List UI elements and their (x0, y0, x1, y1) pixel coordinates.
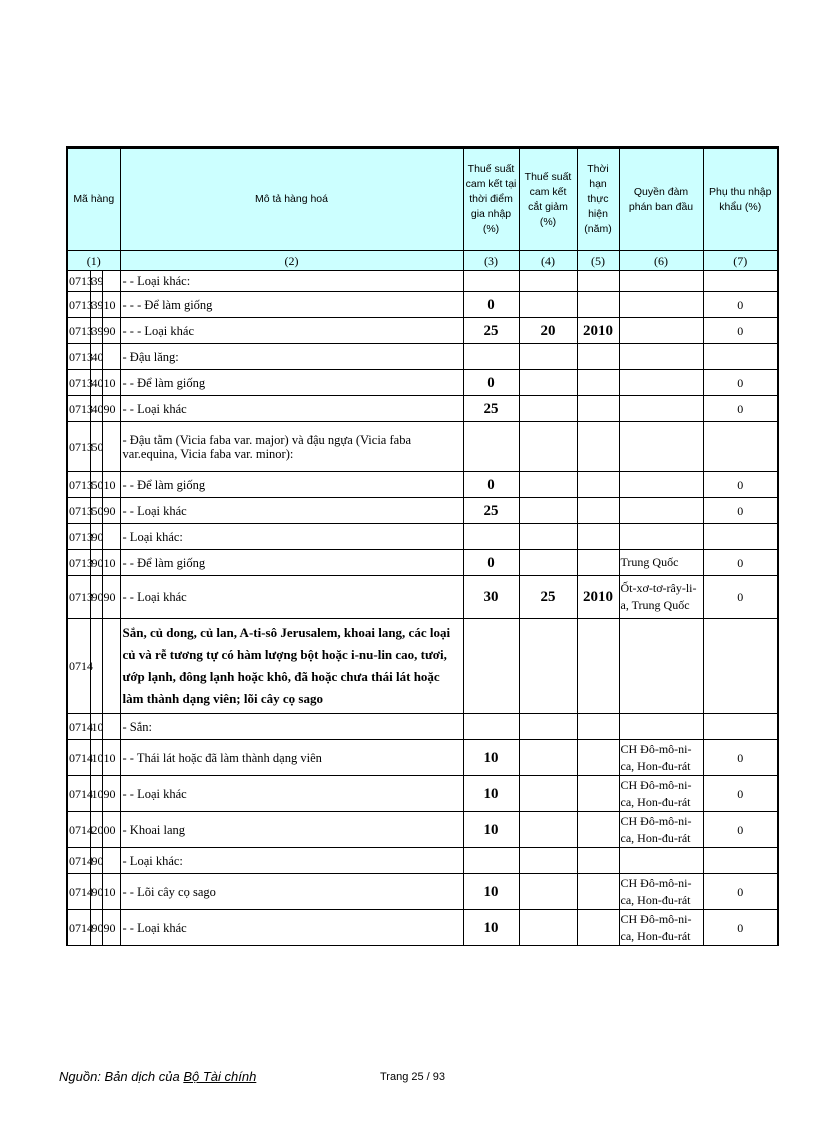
description-cell: - Đậu tằm (Vicia faba var. major) và đậu ngựa (Vicia faba var.equina, Vicia faba var. minor): (120, 422, 463, 472)
hs-heading-cell: 40 (90, 396, 102, 422)
negotiating-right-cell (619, 370, 703, 396)
hs-heading-cell: 50 (90, 498, 102, 524)
hs-heading-cell: 90 (90, 576, 102, 619)
description-cell: - - Để làm giống (120, 370, 463, 396)
col-num-4: (4) (519, 251, 577, 271)
col-num-6: (6) (619, 251, 703, 271)
accession-rate-cell: 25 (463, 318, 519, 344)
hs-subheading-cell (102, 524, 120, 550)
hs-heading-cell: 90 (90, 848, 102, 874)
implementation-year-cell (577, 396, 619, 422)
header-negotiating-right: Quyền đàm phán ban đầu (619, 148, 703, 251)
hs-heading-cell: 39 (90, 318, 102, 344)
table-row (67, 422, 778, 472)
surcharge-cell: 0 (703, 550, 778, 576)
final-rate-cell (519, 271, 577, 292)
negotiating-right-cell (619, 619, 703, 714)
final-rate-cell (519, 848, 577, 874)
table-row (67, 370, 778, 396)
hs-subheading-cell: 90 (102, 776, 120, 812)
surcharge-cell: 0 (703, 498, 778, 524)
implementation-year-cell (577, 740, 619, 776)
tariff-table (66, 146, 779, 946)
accession-rate-cell: 10 (463, 910, 519, 946)
description-cell: - - Loại khác: (120, 271, 463, 292)
hs-chapter-cell: 0713 (67, 524, 90, 550)
description-cell: - - Loại khác (120, 498, 463, 524)
implementation-year-cell (577, 812, 619, 848)
implementation-year-cell (577, 422, 619, 472)
final-rate-cell: 20 (519, 318, 577, 344)
hs-chapter-cell: 0714 (67, 812, 90, 848)
implementation-year-cell (577, 370, 619, 396)
accession-rate-cell (463, 524, 519, 550)
negotiating-right-cell (619, 271, 703, 292)
col-num-7: (7) (703, 251, 778, 271)
hs-chapter-cell: 0714 (67, 714, 90, 740)
negotiating-right-cell (619, 422, 703, 472)
hs-subheading-cell: 90 (102, 318, 120, 344)
description-cell: - Đậu lăng: (120, 344, 463, 370)
col-num-2: (2) (120, 251, 463, 271)
accession-rate-cell: 0 (463, 370, 519, 396)
implementation-year-cell (577, 910, 619, 946)
description-cell: - Loại khác: (120, 848, 463, 874)
hs-subheading-cell: 10 (102, 292, 120, 318)
final-rate-cell (519, 910, 577, 946)
negotiating-right-cell: CH Đô-mô-ni-ca, Hon-đu-rát (619, 812, 703, 848)
hs-chapter-cell: 0713 (67, 370, 90, 396)
description-cell: - - - Để làm giống (120, 292, 463, 318)
surcharge-cell (703, 848, 778, 874)
negotiating-right-cell: CH Đô-mô-ni-ca, Hon-đu-rát (619, 910, 703, 946)
hs-chapter-cell: 0713 (67, 292, 90, 318)
hs-chapter-cell: 0714 (67, 848, 90, 874)
table-row (67, 576, 778, 619)
surcharge-cell (703, 714, 778, 740)
table-row (67, 396, 778, 422)
table-row (67, 271, 778, 292)
implementation-year-cell (577, 550, 619, 576)
final-rate-cell (519, 396, 577, 422)
hs-chapter-cell: 0713 (67, 344, 90, 370)
surcharge-cell: 0 (703, 740, 778, 776)
final-rate-cell (519, 776, 577, 812)
description-cell: - - Loại khác (120, 396, 463, 422)
table-row (67, 714, 778, 740)
final-rate-cell (519, 344, 577, 370)
final-rate-cell (519, 524, 577, 550)
hs-chapter-cell: 0714 (67, 874, 90, 910)
hs-chapter-cell: 0714 (67, 776, 90, 812)
surcharge-cell: 0 (703, 396, 778, 422)
surcharge-cell: 0 (703, 292, 778, 318)
hs-heading-cell: 10 (90, 714, 102, 740)
surcharge-cell (703, 619, 778, 714)
accession-rate-cell (463, 714, 519, 740)
implementation-year-cell: 2010 (577, 576, 619, 619)
negotiating-right-cell: Trung Quốc (619, 550, 703, 576)
negotiating-right-cell (619, 292, 703, 318)
col-num-3: (3) (463, 251, 519, 271)
hs-chapter-cell: 0713 (67, 472, 90, 498)
implementation-year-cell (577, 776, 619, 812)
source-note (59, 1069, 256, 1084)
table-body (67, 271, 778, 946)
hs-heading-cell: 10 (90, 776, 102, 812)
hs-heading-cell: 50 (90, 472, 102, 498)
hs-subheading-cell: 00 (102, 812, 120, 848)
hs-chapter-cell: 0713 (67, 271, 90, 292)
table-row (67, 776, 778, 812)
final-rate-cell (519, 422, 577, 472)
hs-subheading-cell (102, 271, 120, 292)
table-row (67, 292, 778, 318)
header-code: Mã hàng (67, 148, 120, 251)
header-implementation: Thời hạn thực hiện (năm) (577, 148, 619, 251)
final-rate-cell (519, 550, 577, 576)
table-row (67, 550, 778, 576)
accession-rate-cell: 25 (463, 396, 519, 422)
final-rate-cell (519, 498, 577, 524)
header-surcharge: Phụ thu nhập khẩu (%) (703, 148, 778, 251)
surcharge-cell (703, 344, 778, 370)
surcharge-cell: 0 (703, 318, 778, 344)
surcharge-cell: 0 (703, 776, 778, 812)
final-rate-cell: 25 (519, 576, 577, 619)
surcharge-cell: 0 (703, 910, 778, 946)
accession-rate-cell (463, 271, 519, 292)
implementation-year-cell: 2010 (577, 318, 619, 344)
negotiating-right-cell: CH Đô-mô-ni-ca, Hon-đu-rát (619, 740, 703, 776)
hs-heading-cell: 20 (90, 812, 102, 848)
description-cell: - - Loại khác (120, 776, 463, 812)
hs-subheading-cell: 90 (102, 498, 120, 524)
description-cell: - - Để làm giống (120, 472, 463, 498)
negotiating-right-cell (619, 714, 703, 740)
table-row (67, 524, 778, 550)
final-rate-cell (519, 370, 577, 396)
table-row (67, 498, 778, 524)
hs-subheading-cell: 10 (102, 874, 120, 910)
final-rate-cell (519, 874, 577, 910)
negotiating-right-cell: CH Đô-mô-ni-ca, Hon-đu-rát (619, 776, 703, 812)
hs-chapter-cell: 0713 (67, 396, 90, 422)
table-row (67, 910, 778, 946)
accession-rate-cell: 30 (463, 576, 519, 619)
hs-chapter-cell: 0714 (67, 619, 90, 714)
hs-heading-cell: 39 (90, 271, 102, 292)
negotiating-right-cell (619, 344, 703, 370)
surcharge-cell: 0 (703, 472, 778, 498)
description-cell: - - - Loại khác (120, 318, 463, 344)
surcharge-cell: 0 (703, 370, 778, 396)
hs-heading-cell: 39 (90, 292, 102, 318)
description-cell: - Khoai lang (120, 812, 463, 848)
description-cell: - - Lõi cây cọ sago (120, 874, 463, 910)
implementation-year-cell (577, 292, 619, 318)
implementation-year-cell (577, 874, 619, 910)
surcharge-cell: 0 (703, 874, 778, 910)
final-rate-cell (519, 292, 577, 318)
accession-rate-cell (463, 848, 519, 874)
hs-chapter-cell: 0714 (67, 910, 90, 946)
negotiating-right-cell: Ốt-xơ-tơ-rây-li-a, Trung Quốc (619, 576, 703, 619)
negotiating-right-cell (619, 524, 703, 550)
hs-heading-cell: 40 (90, 344, 102, 370)
implementation-year-cell (577, 498, 619, 524)
hs-heading-cell: 90 (90, 524, 102, 550)
hs-chapter-cell: 0713 (67, 498, 90, 524)
table-row (67, 740, 778, 776)
final-rate-cell (519, 812, 577, 848)
surcharge-cell (703, 524, 778, 550)
negotiating-right-cell (619, 396, 703, 422)
implementation-year-cell (577, 344, 619, 370)
negotiating-right-cell (619, 318, 703, 344)
hs-subheading-cell: 90 (102, 910, 120, 946)
source-prefix: Nguồn: Bản dịch của (59, 1069, 184, 1084)
implementation-year-cell (577, 619, 619, 714)
implementation-year-cell (577, 472, 619, 498)
hs-subheading-cell: 90 (102, 576, 120, 619)
implementation-year-cell (577, 848, 619, 874)
accession-rate-cell (463, 422, 519, 472)
hs-subheading-cell: 90 (102, 396, 120, 422)
accession-rate-cell: 10 (463, 812, 519, 848)
hs-chapter-cell: 0713 (67, 550, 90, 576)
surcharge-cell: 0 (703, 576, 778, 619)
hs-heading-cell: 40 (90, 370, 102, 396)
header-description: Mô tả hàng hoá (120, 148, 463, 251)
table-row (67, 874, 778, 910)
description-cell: Sắn, củ dong, củ lan, A-ti-sô Jerusalem, khoai lang, các loại củ và rễ tương tự có hàm lượng bột hoặc i-nu-lin cao, tươi, ướp lạnh, đông lạnh hoặc khô, đã hoặc chưa thái lát hoặc làm thành dạng viên; lõi cây cọ sago (120, 619, 463, 714)
table-row (67, 848, 778, 874)
table-row (67, 619, 778, 714)
hs-subheading-cell: 10 (102, 370, 120, 396)
implementation-year-cell (577, 714, 619, 740)
surcharge-cell: 0 (703, 812, 778, 848)
source-org: Bộ Tài chính (183, 1069, 257, 1084)
table-row (67, 318, 778, 344)
hs-heading-cell: 90 (90, 550, 102, 576)
header-final-rate: Thuế suất cam kết cắt giảm (%) (519, 148, 577, 251)
table-row (67, 472, 778, 498)
hs-chapter-cell: 0713 (67, 318, 90, 344)
accession-rate-cell: 25 (463, 498, 519, 524)
description-cell: - Sắn: (120, 714, 463, 740)
description-cell: - - Để làm giống (120, 550, 463, 576)
hs-subheading-cell: 10 (102, 740, 120, 776)
hs-subheading-cell (102, 422, 120, 472)
accession-rate-cell (463, 344, 519, 370)
hs-heading-cell: 90 (90, 874, 102, 910)
hs-subheading-cell (102, 619, 120, 714)
negotiating-right-cell (619, 848, 703, 874)
final-rate-cell (519, 472, 577, 498)
description-cell: - Loại khác: (120, 524, 463, 550)
negotiating-right-cell (619, 498, 703, 524)
accession-rate-cell: 10 (463, 874, 519, 910)
surcharge-cell (703, 422, 778, 472)
description-cell: - - Thái lát hoặc đã làm thành dạng viên (120, 740, 463, 776)
final-rate-cell (519, 740, 577, 776)
implementation-year-cell (577, 524, 619, 550)
description-cell: - - Loại khác (120, 910, 463, 946)
description-cell: - - Loại khác (120, 576, 463, 619)
hs-heading-cell: 50 (90, 422, 102, 472)
header-accession-rate: Thuế suất cam kết tại thời điểm gia nhập (%) (463, 148, 519, 251)
table-row (67, 344, 778, 370)
accession-rate-cell: 0 (463, 472, 519, 498)
table-row (67, 812, 778, 848)
implementation-year-cell (577, 271, 619, 292)
accession-rate-cell (463, 619, 519, 714)
surcharge-cell (703, 271, 778, 292)
hs-chapter-cell: 0713 (67, 576, 90, 619)
negotiating-right-cell (619, 472, 703, 498)
hs-heading-cell: 10 (90, 740, 102, 776)
hs-chapter-cell: 0714 (67, 740, 90, 776)
accession-rate-cell: 0 (463, 292, 519, 318)
final-rate-cell (519, 714, 577, 740)
accession-rate-cell: 10 (463, 740, 519, 776)
accession-rate-cell: 0 (463, 550, 519, 576)
hs-heading-cell: 90 (90, 910, 102, 946)
page-number: Trang 25 / 93 (380, 1071, 446, 1083)
hs-subheading-cell: 10 (102, 550, 120, 576)
hs-subheading-cell (102, 714, 120, 740)
col-num-5: (5) (577, 251, 619, 271)
hs-subheading-cell (102, 344, 120, 370)
final-rate-cell (519, 619, 577, 714)
hs-subheading-cell: 10 (102, 472, 120, 498)
col-num-1: (1) (67, 251, 120, 271)
accession-rate-cell: 10 (463, 776, 519, 812)
negotiating-right-cell: CH Đô-mô-ni-ca, Hon-đu-rát (619, 874, 703, 910)
hs-chapter-cell: 0713 (67, 422, 90, 472)
hs-subheading-cell (102, 848, 120, 874)
